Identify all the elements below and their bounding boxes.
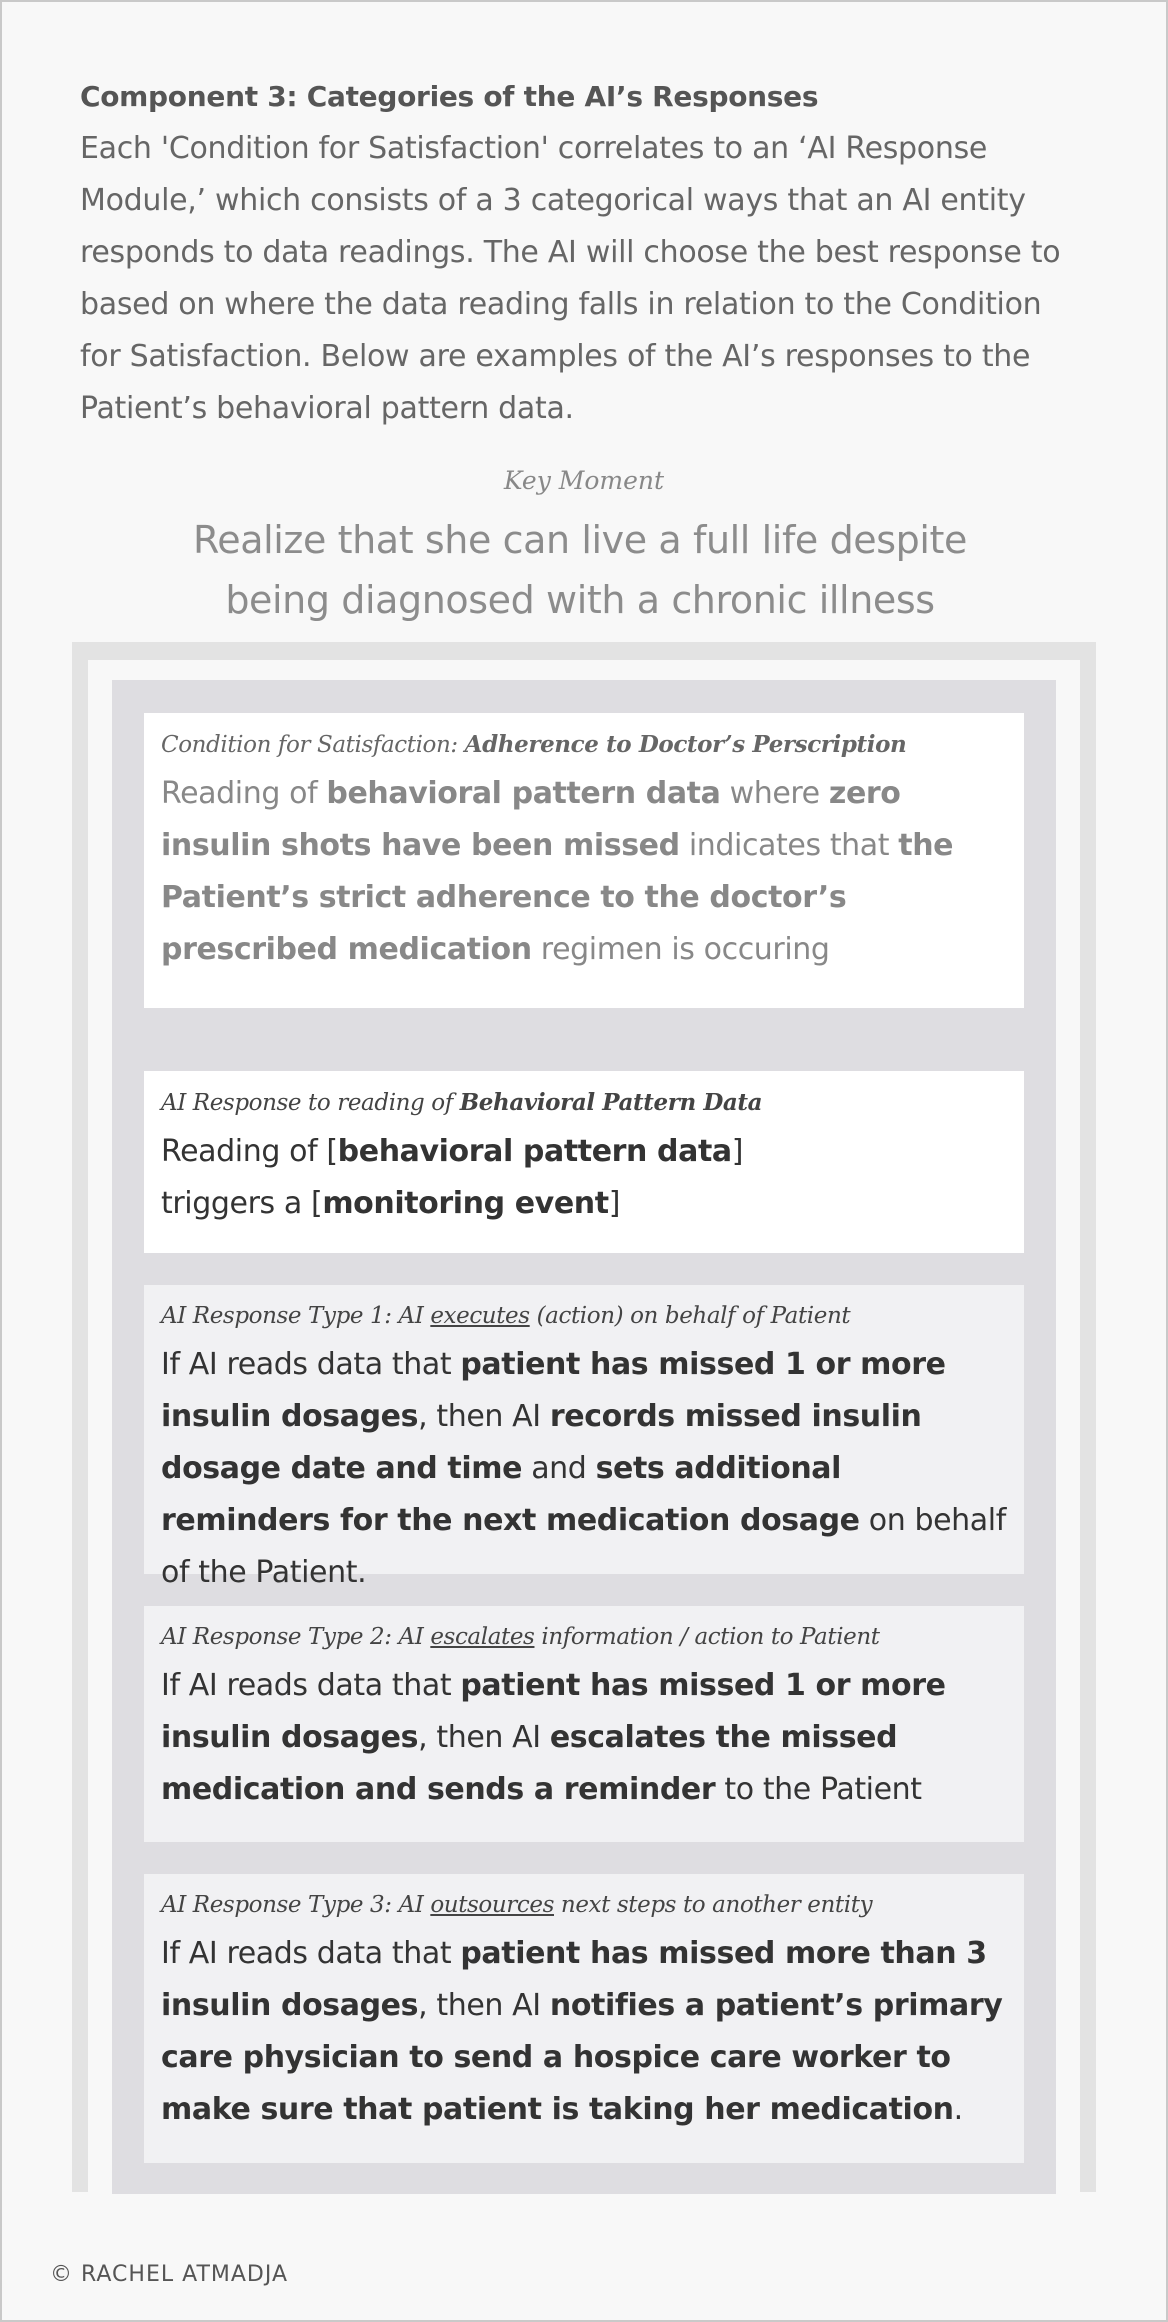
response-reading-text <box>161 1126 1006 1230</box>
response-type-2-card <box>144 1606 1024 1842</box>
condition-bold-2: zero insulin shots have been missed <box>161 776 901 863</box>
response-reading-card <box>144 1071 1024 1253</box>
type2-text-3: to the Patient <box>715 1772 922 1807</box>
response-type-3-text <box>161 1928 1006 2136</box>
key-moment-text: Realize that she can live a full life despite being diagnosed with a chronic illness <box>192 518 968 622</box>
response-type-3-label <box>161 1892 1006 1918</box>
response-reading-label-bold: Behavioral Pattern Data <box>459 1089 763 1116</box>
condition-bold-3: the Patient’s strict adherence to the doctor’s prescribed medication <box>161 828 954 967</box>
condition-card <box>144 713 1024 1008</box>
section-title: Component 3: Categories of the AI’s Responses <box>80 80 819 113</box>
response-reading-text-1: Reading of [ <box>161 1134 338 1169</box>
response-type-1-text <box>161 1339 1006 1599</box>
type3-label-suffix: next steps to another entity <box>554 1892 873 1918</box>
response-type-2-label <box>161 1624 1006 1650</box>
type3-bold-2: notifies a patient’s primary care physician to send a hospice care worker to make sure that patient is taking her medication <box>161 1988 1003 2127</box>
type3-label-prefix: AI Response Type 3: AI <box>161 1892 431 1918</box>
intro-section <box>80 80 1090 435</box>
type2-text-2: , then AI <box>418 1720 550 1755</box>
type3-label-underline: outsources <box>430 1892 554 1918</box>
type1-label-prefix: AI Response Type 1: AI <box>161 1303 431 1329</box>
response-type-3-card <box>144 1874 1024 2163</box>
intro-paragraph: Each 'Condition for Satisfaction' correlates to an ‘AI Response Module,’ which consists of a 3 categorical ways that an AI entity responds to data readings. The AI will choose the best response to based on where the data reading falls in relation to the Condition for Satisfaction. Below are examples of the AI’s responses to the Patient’s behavioral pattern data. <box>80 131 1061 426</box>
condition-label-prefix: Condition for Satisfaction: <box>161 732 465 758</box>
response-reading-text-2: ] <box>731 1134 744 1169</box>
condition-text <box>161 768 1006 976</box>
type3-text-3: . <box>953 2092 963 2127</box>
condition-bold-1: behavioral pattern data <box>326 776 721 811</box>
type1-text-2: , then AI <box>418 1399 550 1434</box>
type1-text-4: on behalf of the Patient. <box>161 1503 1006 1590</box>
type2-bold-2: escalates the missed medication and sends a reminder <box>161 1720 898 1807</box>
key-moment-label: Key Moment <box>503 466 665 495</box>
response-type-1-card <box>144 1285 1024 1590</box>
type2-label-underline: escalates <box>430 1624 535 1650</box>
type2-bold-1: patient has missed 1 or more insulin dosages <box>161 1668 946 1755</box>
response-reading-bold-2: monitoring event <box>322 1186 609 1221</box>
copyright-footer: © RACHEL ATMADJA <box>50 2262 289 2287</box>
response-reading-bold-1: behavioral pattern data <box>337 1134 732 1169</box>
response-type-1-label <box>161 1303 1006 1329</box>
type1-bold-2: records missed insulin dosage date and time <box>161 1399 922 1486</box>
type3-text-2: , then AI <box>418 1988 550 2023</box>
type2-label-prefix: AI Response Type 2: AI <box>161 1624 431 1650</box>
type1-bold-3: sets additional reminders for the next medication dosage <box>161 1451 860 1538</box>
condition-text-1: Reading of <box>161 776 327 811</box>
type1-bold-1: patient has missed 1 or more insulin dosages <box>161 1347 946 1434</box>
response-type-2-text <box>161 1660 1006 1816</box>
type2-label-suffix: information / action to Patient <box>534 1624 880 1650</box>
type1-label-underline: executes <box>430 1303 530 1329</box>
type1-text-1: If AI reads data that <box>161 1347 461 1382</box>
type3-bold-1: patient has missed more than 3 insulin dosages <box>161 1936 987 2023</box>
condition-text-2: where <box>720 776 829 811</box>
condition-text-3: indicates that <box>679 828 899 863</box>
condition-label <box>161 731 1006 758</box>
condition-text-4: regimen is occuring <box>531 932 830 967</box>
type1-label-suffix: (action) on behalf of Patient <box>529 1303 851 1329</box>
type1-text-3: and <box>522 1451 596 1486</box>
type2-text-1: If AI reads data that <box>161 1668 461 1703</box>
response-reading-text-4: ] <box>608 1186 620 1221</box>
condition-label-bold: Adherence to Doctor’s Perscription <box>464 731 907 758</box>
response-reading-text-3: triggers a [ <box>161 1186 323 1221</box>
type3-text-1: If AI reads data that <box>161 1936 461 1971</box>
response-reading-label <box>161 1089 1006 1116</box>
response-reading-label-prefix: AI Response to reading of <box>161 1090 460 1116</box>
